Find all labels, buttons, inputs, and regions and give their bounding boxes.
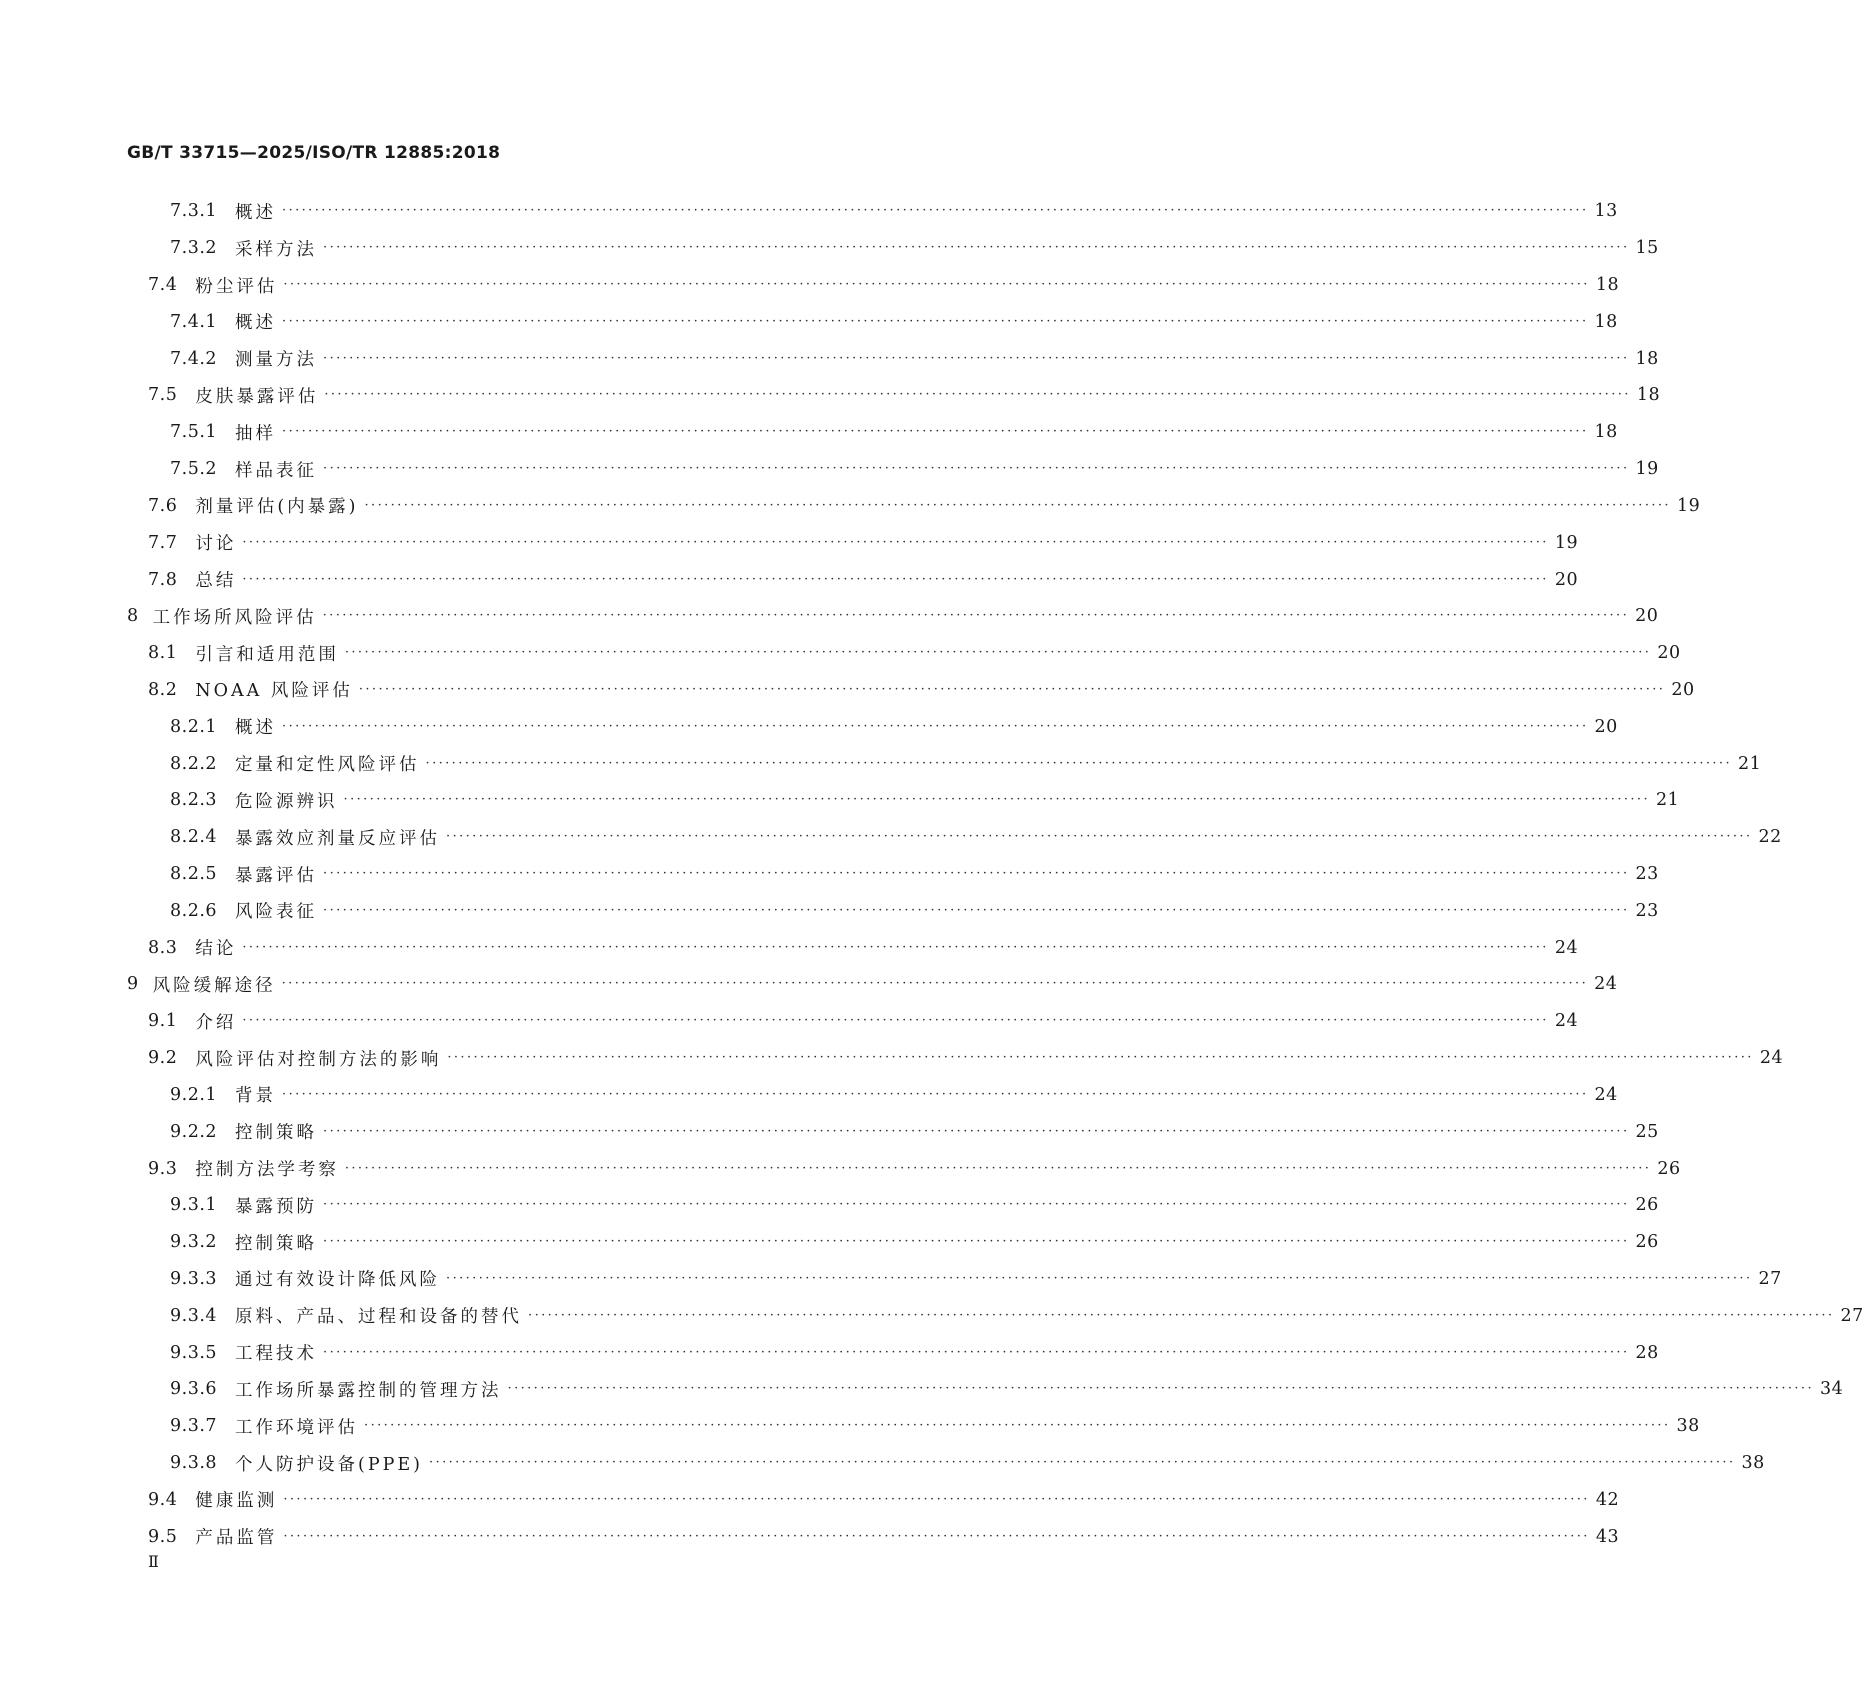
toc-entry[interactable]: [0, 819, 1782, 856]
toc-entry-page: 42: [1595, 1489, 1620, 1510]
toc-entry-number: 9.3.6: [170, 1379, 218, 1400]
toc-dot-leader: ········································································································································································································: [344, 1160, 1652, 1176]
toc-entry-number: 7.7: [148, 532, 178, 553]
toc-dot-leader: ········································································································································································································: [282, 313, 1589, 329]
toc-dot-leader: ········································································································································································································: [358, 681, 1666, 697]
toc-entry-title: 样品表征: [235, 460, 318, 481]
toc-dot-leader: ········································································································································································································: [323, 1234, 1630, 1250]
toc-entry-title: 个人防护设备(PPE): [235, 1454, 424, 1475]
toc-entry-number: 7.5.2: [170, 459, 218, 480]
toc-dot-leader: ········································································································································································································: [283, 1528, 1590, 1544]
toc-entry-title: 暴露效应剂量反应评估: [235, 828, 441, 849]
toc-entry-title: NOAA 风险评估: [195, 681, 353, 702]
toc-entry-page: 24: [1594, 974, 1618, 995]
toc-entry-page: 43: [1595, 1526, 1620, 1547]
toc-dot-leader: ········································································································································································································: [282, 1086, 1589, 1102]
toc-entry-title: 抽样: [235, 423, 277, 444]
toc-entry-title: 原料、产品、过程和设备的替代: [235, 1307, 523, 1328]
toc-entry-number: 9.3.1: [170, 1195, 218, 1216]
toc-entry[interactable]: [0, 598, 1659, 635]
toc-entry[interactable]: [0, 1371, 1844, 1408]
toc-dot-leader: ········································································································································································································: [282, 203, 1589, 219]
toc-entry-page: 26: [1635, 1232, 1659, 1253]
toc-entry-number: 8.2.1: [170, 716, 218, 737]
toc-entry-title: 讨论: [195, 534, 237, 555]
toc-entry-page: 26: [1657, 1158, 1681, 1179]
toc-entry-number: 9.2.1: [170, 1084, 218, 1105]
toc-entry-title: 引言和适用范围: [195, 644, 339, 665]
toc-entry-page: 24: [1759, 1048, 1784, 1069]
toc-entry-number: 7.5: [148, 385, 178, 406]
toc-entry-number: 9.3.7: [170, 1416, 218, 1437]
toc-dot-leader: ········································································································································································································: [242, 939, 1549, 955]
toc-entry-title: 工程技术: [235, 1344, 318, 1365]
toc-entry-page: 23: [1635, 900, 1659, 921]
toc-entry-number: 9.2: [148, 1048, 178, 1069]
toc-entry-title: 控制方法学考察: [195, 1160, 339, 1181]
toc-entry-page: 19: [1554, 532, 1579, 553]
toc-entry[interactable]: [0, 856, 1659, 893]
toc-dot-leader: ········································································································································································································: [283, 277, 1590, 293]
toc-entry[interactable]: [0, 340, 1659, 377]
toc-entry-page: 18: [1595, 275, 1620, 296]
page-folio: Ⅱ: [148, 1552, 159, 1571]
toc-entry-title: 工作场所风险评估: [152, 607, 317, 628]
toc-entry-page: 20: [1657, 643, 1681, 664]
toc-entry-title: 介绍: [195, 1012, 237, 1033]
toc-entry-page: 38: [1676, 1416, 1700, 1437]
toc-entry[interactable]: [0, 1150, 1681, 1187]
toc-entry-page: 23: [1635, 864, 1659, 885]
toc-entry-number: 7.6: [148, 495, 178, 516]
toc-entry-number: 8.2.4: [170, 827, 218, 848]
toc-dot-leader: ········································································································································································································: [344, 645, 1652, 661]
toc-dot-leader: ········································································································································································································: [323, 1197, 1630, 1213]
toc-entry-title: 风险缓解途径: [152, 975, 276, 996]
toc-entry-title: 概述: [235, 202, 277, 223]
toc-entry-page: 34: [1820, 1379, 1844, 1400]
toc-entry[interactable]: [0, 193, 1618, 230]
toc-entry[interactable]: [0, 672, 1695, 709]
toc-dot-leader: ········································································································································································································: [322, 608, 1630, 624]
toc-entry-title: 剂量评估(内暴露): [195, 497, 359, 518]
toc-entry-number: 8.2.2: [170, 753, 218, 774]
toc-dot-leader: ········································································································································································································: [323, 240, 1630, 256]
toc-entry-page: 13: [1594, 201, 1618, 222]
toc-entry-title: 采样方法: [235, 239, 318, 260]
toc-entry-number: 7.3.1: [170, 201, 218, 222]
toc-dot-leader: ········································································································································································································: [446, 829, 1753, 845]
toc-entry-page: 27: [1840, 1305, 1864, 1326]
toc-entry-title: 工作环境评估: [235, 1417, 359, 1438]
toc-entry-title: 皮肤暴露评估: [195, 386, 319, 407]
toc-entry-number: 8.2: [148, 679, 178, 700]
toc-entry-number: 9: [127, 974, 139, 995]
toc-entry[interactable]: [0, 1224, 1659, 1261]
toc-entry-number: 9.3.5: [170, 1342, 218, 1363]
toc-entry-title: 结论: [195, 939, 237, 960]
toc-entry-number: 7.4.1: [170, 311, 218, 332]
toc-entry-number: 9.3.2: [170, 1232, 218, 1253]
toc-entry-title: 概述: [235, 718, 277, 739]
toc-entry-page: 24: [1554, 937, 1579, 958]
toc-entry-number: 9.2.2: [170, 1121, 218, 1142]
toc-dot-leader: ········································································································································································································: [282, 424, 1589, 440]
toc-entry-page: 19: [1635, 459, 1659, 480]
toc-dot-leader: ········································································································································································································: [283, 1491, 1590, 1507]
toc-entry-title: 健康监测: [195, 1491, 278, 1512]
toc-dot-leader: ········································································································································································································: [528, 1307, 1835, 1323]
toc-entry-title: 测量方法: [235, 350, 318, 371]
toc-dot-leader: ········································································································································································································: [242, 571, 1549, 587]
toc-entry-number: 8.3: [148, 937, 178, 958]
toc-entry-page: 21: [1656, 790, 1680, 811]
toc-entry[interactable]: [0, 635, 1681, 672]
toc-dot-leader: ········································································································································································································: [242, 1013, 1549, 1029]
toc-entry[interactable]: [0, 267, 1620, 304]
toc-entry-title: 风险评估对控制方法的影响: [195, 1049, 442, 1070]
toc-entry[interactable]: [0, 1408, 1700, 1445]
toc-entry[interactable]: [0, 1518, 1620, 1555]
toc-entry-page: 20: [1671, 679, 1695, 700]
toc-entry-title: 暴露预防: [235, 1196, 318, 1217]
toc-entry-title: 控制策略: [235, 1123, 318, 1144]
toc-entry-number: 9.5: [148, 1526, 178, 1547]
toc-dot-leader: ········································································································································································································: [324, 387, 1631, 403]
toc-dot-leader: ········································································································································································································: [507, 1381, 1814, 1397]
toc-entry-number: 7.4.2: [170, 348, 218, 369]
toc-entry[interactable]: [0, 1187, 1659, 1224]
toc-entry-number: 7.4: [148, 275, 178, 296]
toc-entry[interactable]: [0, 1261, 1782, 1298]
toc-entry[interactable]: [0, 782, 1680, 819]
toc-entry-number: 8.1: [148, 643, 178, 664]
toc-entry-number: 9.1: [148, 1011, 178, 1032]
toc-entry-title: 暴露评估: [235, 865, 318, 886]
toc-entry-number: 9.3.3: [170, 1268, 218, 1289]
toc-entry-number: 9.3.8: [170, 1453, 218, 1474]
toc-dot-leader: ········································································································································································································: [429, 1455, 1736, 1471]
toc-entry[interactable]: [0, 1481, 1620, 1518]
toc-entry[interactable]: [0, 929, 1579, 966]
toc-entry-title: 总结: [195, 571, 237, 592]
toc-entry-page: 20: [1635, 606, 1659, 627]
toc-dot-leader: ········································································································································································································: [446, 1270, 1753, 1286]
toc-entry-title: 定量和定性风险评估: [235, 755, 420, 776]
toc-entry[interactable]: [0, 377, 1661, 414]
toc-entry-number: 7.3.2: [170, 238, 218, 259]
toc-dot-leader: ········································································································································································································: [343, 792, 1650, 808]
toc-entry[interactable]: [0, 966, 1618, 1003]
toc-entry[interactable]: [0, 1077, 1618, 1114]
toc-entry[interactable]: [0, 451, 1659, 488]
toc-dot-leader: ········································································································································································································: [323, 1344, 1630, 1360]
toc-entry[interactable]: [0, 708, 1618, 745]
toc-entry-page: 24: [1594, 1084, 1618, 1105]
toc-entry[interactable]: [0, 1003, 1579, 1040]
toc-dot-leader: ········································································································································································································: [282, 718, 1589, 734]
toc-entry[interactable]: [0, 561, 1579, 598]
toc-entry[interactable]: [0, 524, 1579, 561]
document-header: GB/T 33715—2025/ISO/TR 12885:2018: [127, 143, 501, 163]
toc-entry-page: 24: [1554, 1011, 1579, 1032]
toc-entry[interactable]: [0, 303, 1618, 340]
toc-entry-page: 20: [1554, 569, 1579, 590]
toc-entry-title: 概述: [235, 313, 277, 334]
toc-entry-title: 危险源辨识: [235, 791, 338, 812]
toc-entry[interactable]: [0, 1445, 1765, 1482]
toc-dot-leader: ········································································································································································································: [323, 461, 1630, 477]
toc-entry-number: 8: [127, 606, 139, 627]
toc-entry-number: 9.3: [148, 1158, 178, 1179]
toc-entry-title: 粉尘评估: [195, 276, 278, 297]
toc-dot-leader: ········································································································································································································: [425, 755, 1732, 771]
toc-entry-page: 25: [1635, 1121, 1659, 1142]
toc-entry-title: 工作场所暴露控制的管理方法: [235, 1380, 502, 1401]
toc-entry-number: 8.2.6: [170, 900, 218, 921]
toc-dot-leader: ········································································································································································································: [242, 534, 1549, 550]
toc-entry-page: 38: [1741, 1453, 1765, 1474]
toc-entry[interactable]: [0, 1297, 1864, 1334]
toc-entry-page: 18: [1594, 422, 1618, 443]
toc-entry-number: 7.8: [148, 569, 178, 590]
toc-entry-title: 产品监管: [195, 1528, 278, 1549]
toc-entry-number: 8.2.5: [170, 864, 218, 885]
toc-entry[interactable]: [0, 892, 1659, 929]
toc-entry[interactable]: [0, 414, 1618, 451]
toc-entry-page: 18: [1636, 385, 1661, 406]
toc-entry-number: 8.2.3: [170, 790, 218, 811]
toc-entry[interactable]: [0, 230, 1659, 267]
toc-entry-page: 18: [1635, 348, 1659, 369]
table-of-contents: [0, 193, 1864, 1555]
toc-dot-leader: ········································································································································································································: [281, 976, 1589, 992]
toc-entry[interactable]: [0, 1113, 1659, 1150]
toc-entry-title: 通过有效设计降低风险: [235, 1270, 441, 1291]
toc-dot-leader: ········································································································································································································: [323, 1123, 1630, 1139]
toc-entry-page: 21: [1738, 753, 1762, 774]
toc-entry[interactable]: [0, 745, 1762, 782]
toc-entry[interactable]: [0, 488, 1701, 525]
toc-entry-page: 28: [1635, 1342, 1659, 1363]
toc-entry-page: 20: [1594, 716, 1618, 737]
toc-dot-leader: ········································································································································································································: [364, 1418, 1671, 1434]
toc-entry[interactable]: [0, 1334, 1659, 1371]
toc-dot-leader: ········································································································································································································: [447, 1050, 1754, 1066]
toc-entry-page: 26: [1635, 1195, 1659, 1216]
toc-entry-title: 控制策略: [235, 1233, 318, 1254]
toc-entry[interactable]: [0, 1040, 1784, 1077]
toc-entry-page: 19: [1676, 495, 1701, 516]
toc-entry-number: 9.4: [148, 1489, 178, 1510]
toc-dot-leader: ········································································································································································································: [364, 497, 1671, 513]
toc-entry-page: 27: [1758, 1268, 1782, 1289]
toc-entry-title: 背景: [235, 1086, 277, 1107]
toc-entry-number: 7.5.1: [170, 422, 218, 443]
toc-dot-leader: ········································································································································································································: [323, 902, 1630, 918]
toc-entry-page: 15: [1635, 238, 1659, 259]
toc-entry-title: 风险表征: [235, 902, 318, 923]
toc-entry-page: 22: [1758, 827, 1782, 848]
toc-dot-leader: ········································································································································································································: [323, 350, 1630, 366]
toc-entry-page: 18: [1594, 311, 1618, 332]
toc-entry-number: 9.3.4: [170, 1305, 218, 1326]
toc-dot-leader: ········································································································································································································: [323, 866, 1630, 882]
